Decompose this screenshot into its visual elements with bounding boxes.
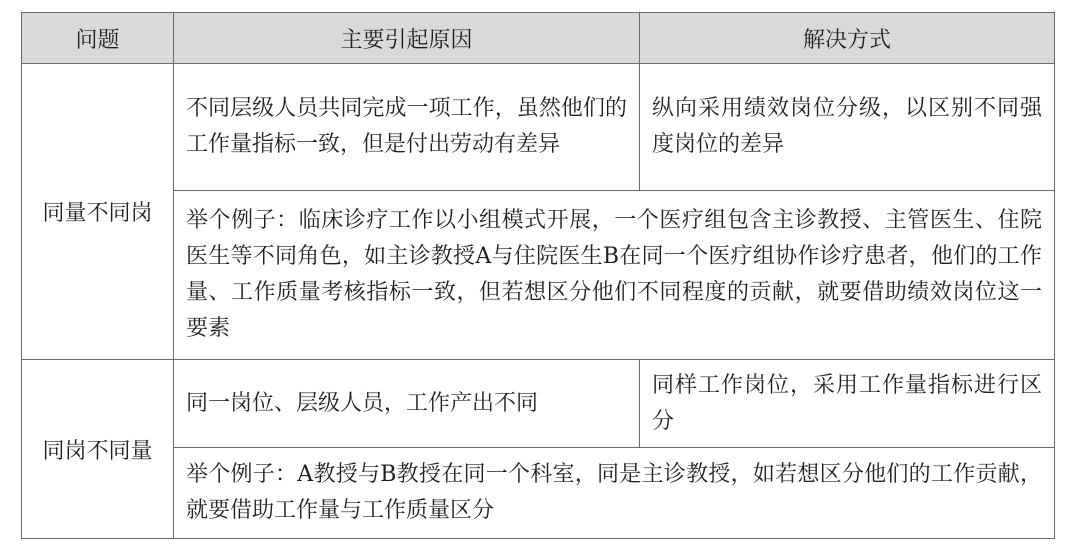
header-problem: 问题 [22, 13, 174, 64]
solution-cell: 纵向采用绩效岗位分级，以区别不同强度岗位的差异 [640, 64, 1055, 191]
header-row [22, 13, 1055, 64]
table-row [22, 64, 1055, 191]
table-row [22, 448, 1055, 539]
table-row [22, 360, 1055, 448]
cause-cell: 不同层级人员共同完成一项工作，虽然他们的工作量指标一致，但是付出劳动有差异 [174, 64, 640, 191]
example-cell: 举个例子：临床诊疗工作以小组模式开展，一个医疗组包含主诊教授、主管医生、住院医生等不同角色，如主诊教授A与住院医生B在同一个医疗组协作诊疗患者，他们的工作量、工作质量考核指标一致，但若想区分他们不同程度的贡献，就要借助绩效岗位这一要素 [174, 191, 1055, 360]
example-cell: 举个例子：A教授与B教授在同一个科室，同是主诊教授，如若想区分他们的工作贡献，就要借助工作量与工作质量区分 [174, 448, 1055, 539]
comparison-table [21, 12, 1055, 539]
header-solution: 解决方式 [640, 13, 1055, 64]
table-row [22, 191, 1055, 360]
cause-cell: 同一岗位、层级人员，工作产出不同 [174, 360, 640, 448]
header-cause: 主要引起原因 [174, 13, 640, 64]
solution-cell: 同样工作岗位，采用工作量指标进行区分 [640, 360, 1055, 448]
problem-label: 同岗不同量 [22, 360, 174, 539]
problem-label: 同量不同岗 [22, 64, 174, 360]
